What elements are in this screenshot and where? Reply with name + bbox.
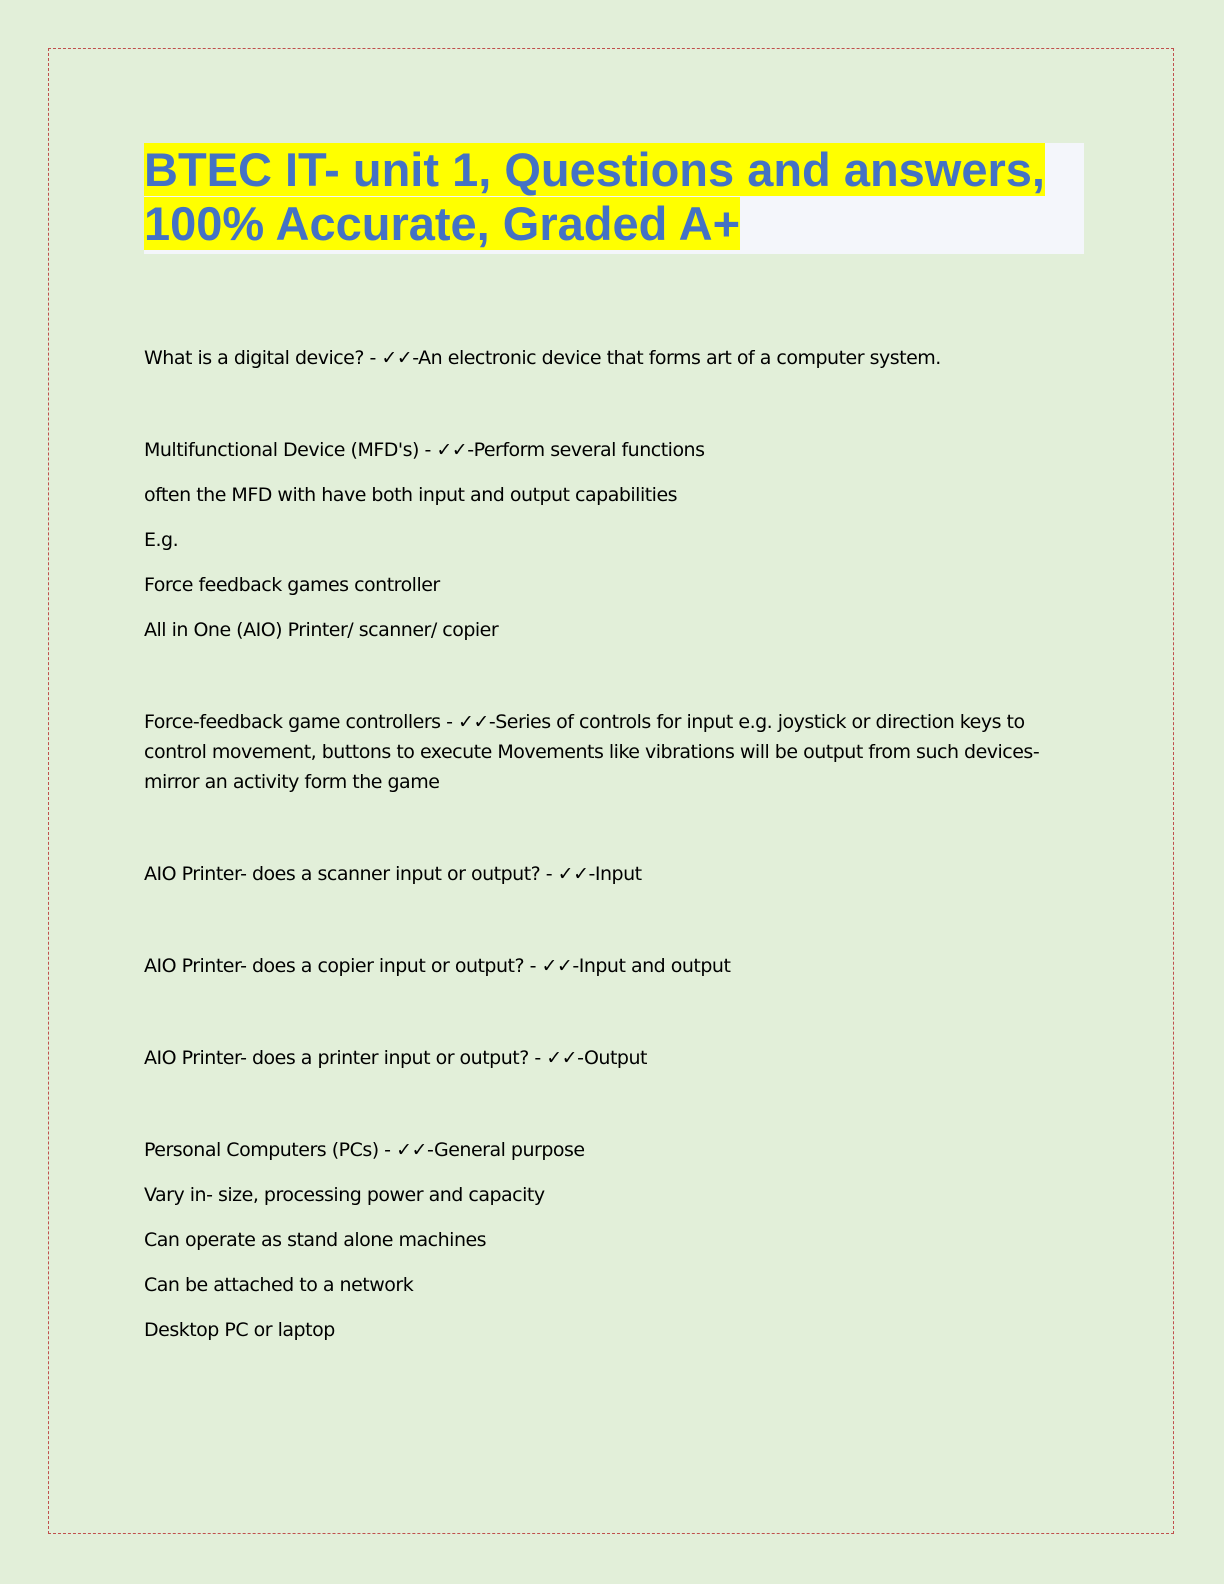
qa-main-line	[144, 1043, 1064, 1073]
qa-answer: -An electronic device that forms art of a computer system.	[412, 347, 941, 369]
qa-answer: -General purpose	[426, 1139, 585, 1161]
qa-extra-line: E.g.	[144, 529, 179, 551]
qa-item	[144, 435, 1064, 645]
title-line-1: BTEC IT- unit 1, Questions and answers,	[144, 143, 1045, 196]
qa-answer: -Input and output	[572, 955, 731, 977]
qa-item	[144, 1043, 1064, 1073]
check-mark-icon: ✓✓	[546, 1047, 578, 1069]
qa-item	[144, 1135, 1064, 1345]
qa-extra-line: Can be attached to a network	[144, 1274, 414, 1296]
qa-main-line	[144, 707, 1064, 797]
qa-item	[144, 951, 1064, 981]
check-mark-icon: ✓✓	[541, 955, 573, 977]
qa-list	[144, 343, 1064, 1345]
qa-item	[144, 859, 1064, 889]
qa-answer: -Input	[588, 863, 642, 885]
qa-answer: -Output	[577, 1047, 647, 1069]
qa-question: Force-feedback game controllers -	[144, 711, 458, 733]
check-mark-icon: ✓✓	[458, 711, 489, 733]
document-title	[144, 143, 1084, 251]
qa-item	[144, 343, 1064, 373]
title-block	[144, 143, 1084, 254]
qa-main-line	[144, 1135, 1064, 1165]
qa-item	[144, 707, 1064, 797]
qa-extra-line: Can operate as stand alone machines	[144, 1229, 487, 1251]
qa-question: What is a digital device? -	[144, 347, 382, 369]
qa-question: AIO Printer- does a copier input or output? -	[144, 955, 542, 977]
qa-main-line	[144, 435, 1064, 465]
check-mark-icon: ✓✓	[396, 1139, 427, 1161]
qa-main-line	[144, 951, 1064, 981]
qa-question: Multifunctional Device (MFD's) -	[144, 439, 437, 461]
qa-extra-line: Desktop PC or laptop	[144, 1319, 335, 1341]
qa-question: Personal Computers (PCs) -	[144, 1139, 397, 1161]
check-mark-icon: ✓✓	[436, 439, 468, 461]
qa-extra-line: often the MFD with have both input and output capabilities	[144, 484, 678, 506]
check-mark-icon: ✓✓	[381, 347, 413, 369]
qa-main-line	[144, 859, 1064, 889]
qa-answer: -Perform several functions	[467, 439, 705, 461]
qa-question: AIO Printer- does a printer input or output? -	[144, 1047, 547, 1069]
check-mark-icon: ✓✓	[557, 863, 589, 885]
qa-extra-line: Force feedback games controller	[144, 574, 440, 596]
qa-answer: -Series of controls for input e.g. joystick or direction keys to control movement, buttons to execute Movements like vibrations will be output from such devices- mirror an activity form the game	[144, 711, 1040, 793]
qa-question: AIO Printer- does a scanner input or output? -	[144, 863, 558, 885]
qa-main-line	[144, 343, 1064, 373]
qa-extra-line: Vary in- size, processing power and capacity	[144, 1184, 545, 1206]
title-line-2: 100% Accurate, Graded A+	[144, 197, 741, 250]
qa-extra-line: All in One (AIO) Printer/ scanner/ copier	[144, 619, 499, 641]
